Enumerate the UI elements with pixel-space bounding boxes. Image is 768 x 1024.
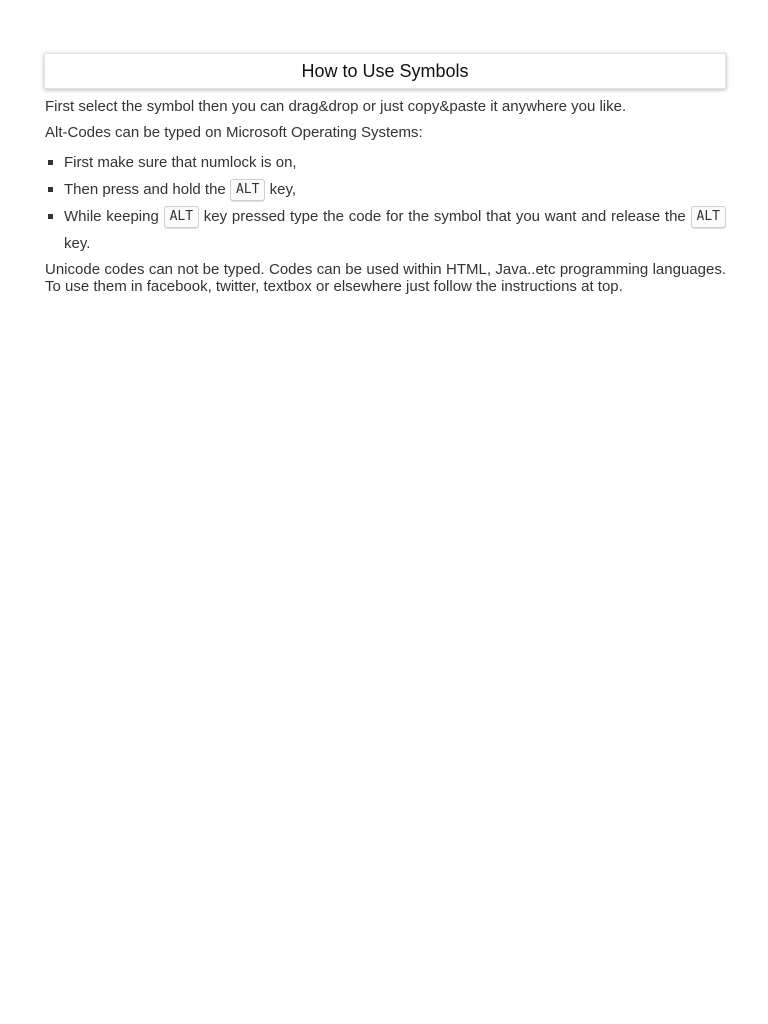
step-text: key, xyxy=(269,181,297,198)
section-title-text: How to Use Symbols xyxy=(301,60,469,81)
alt-key-badge: ALT xyxy=(230,179,265,201)
intro-text-copy: First select the symbol then you can drag&drop or just copy&paste it anywhere you like. xyxy=(45,98,627,115)
section-title xyxy=(44,53,726,89)
steps-list xyxy=(45,149,726,257)
intro-text-alt-codes: Alt-Codes can be typed on Microsoft Operating Systems: xyxy=(45,124,423,141)
list-item xyxy=(64,203,726,257)
list-item xyxy=(64,149,726,176)
alt-key-badge: ALT xyxy=(164,206,199,228)
step-text: While keeping xyxy=(64,208,159,225)
instructions-content xyxy=(45,97,726,295)
alt-key-badge: ALT xyxy=(691,206,726,228)
unicode-note: Unicode codes can not be typed. Codes can be used within HTML, Java..etc programming languages. To use them in facebook, twitter, textbox or elsewhere just follow the instructions at top. xyxy=(45,261,726,295)
step-text: Then press and hold the xyxy=(64,181,226,198)
step-text: key pressed type the code for the symbol that you want and release the xyxy=(203,208,686,225)
square-bullet-icon xyxy=(48,187,53,192)
square-bullet-icon xyxy=(48,214,53,219)
step-text: First make sure that numlock is on, xyxy=(64,154,297,171)
list-item xyxy=(64,176,726,203)
square-bullet-icon xyxy=(48,160,53,165)
step-text: key. xyxy=(64,235,91,252)
